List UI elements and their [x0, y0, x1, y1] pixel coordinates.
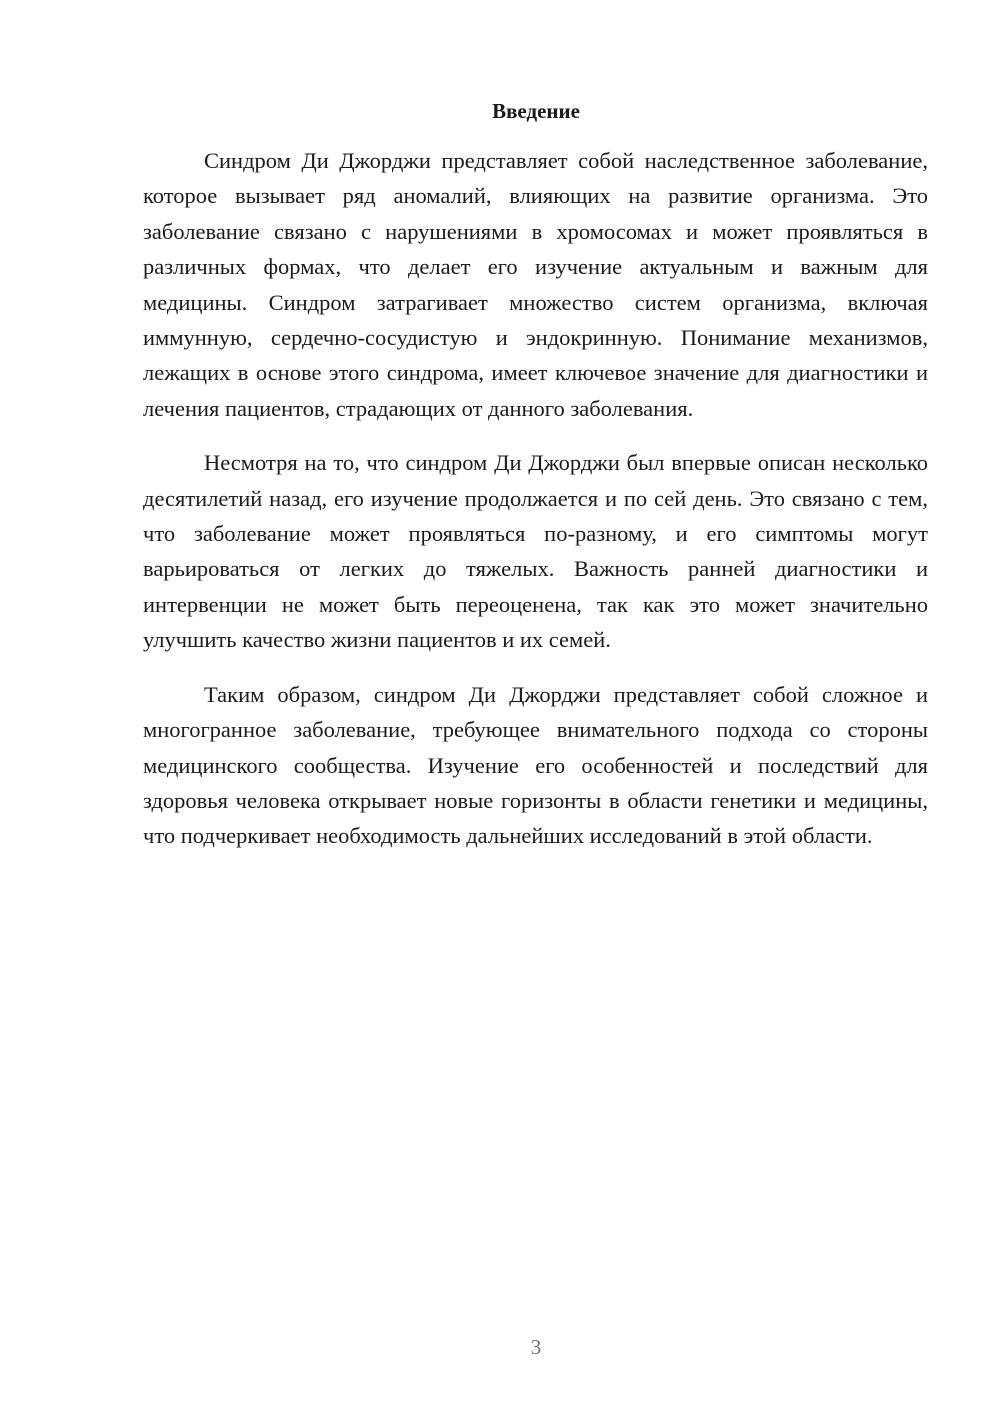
paragraph-3: Таким образом, синдром Ди Джорджи представляет собой сложное и многогранное заболевание, требующее внимательного подхода со стороны медицинского сообщества. Изучение его особенностей и последствий для здоровья человека открывает новые горизонты в области генетики и медицины, что подчеркивает необходимость дальнейших исследований в этой области.: [143, 681, 928, 849]
page-number: 3: [530, 1335, 542, 1359]
paragraph-2: Несмотря на то, что синдром Ди Джорджи был впервые описан несколько десятилетий назад, его изучение продолжается и по сей день. Это связано с тем, что заболевание может проявляться по-разному, и его симптомы могут варьироваться от легких до тяжелых. Важность ранней диагностики и интервенции не может быть переоценена, так как это может значительно улучшить качество жизни пациентов и их семей.: [143, 450, 928, 653]
section-heading: Введение: [492, 99, 580, 123]
body-text: [143, 143, 928, 873]
paragraph-1: Синдром Ди Джорджи представляет собой наследственное заболевание, которое вызывает ряд аномалий, влияющих на развитие организма. Это заболевание связано с нарушениями в хромосомах и может проявляться в различных формах, что делает его изучение актуальным и важным для медицины. Синдром затрагивает множество систем организма, включая иммунную, сердечно-сосудистую и эндокринную. Понимание механизмов, лежащих в основе этого синдрома, имеет ключевое значение для диагностики и лечения пациентов, страдающих от данного заболевания.: [143, 148, 928, 421]
